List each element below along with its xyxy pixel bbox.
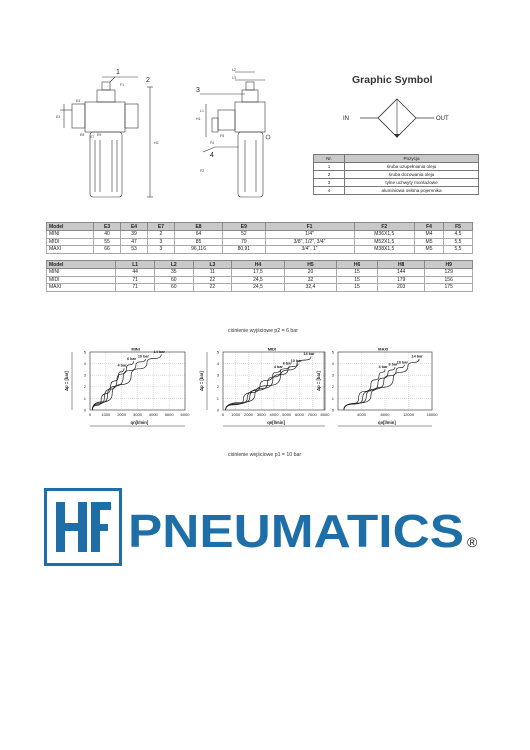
legend-cell: tylne uchwyty montażowe: [345, 179, 479, 187]
y-tick-label: 4: [83, 361, 86, 366]
column-header: H8: [377, 261, 425, 269]
side-view: [200, 72, 270, 197]
x-tick-label: 7000: [307, 412, 317, 417]
table-cell: M52X1,5: [354, 238, 415, 246]
chart-title: MINI: [131, 346, 140, 352]
dim-e9: E9: [97, 133, 102, 137]
series-label-6-bar: 6 bar: [388, 362, 398, 367]
y-tick-label: 5: [331, 349, 334, 355]
y-tick-label: 0: [331, 407, 334, 413]
table-cell: 79: [223, 238, 265, 246]
y-tick-label: 2: [216, 384, 219, 390]
table-cell: 156: [425, 276, 473, 284]
dim-l2: L2: [232, 68, 236, 72]
column-header: F1: [265, 223, 354, 231]
table-cell: 39: [121, 231, 148, 239]
table-row: [47, 246, 473, 254]
table-cell: 3: [147, 238, 174, 246]
table-row: [314, 163, 479, 171]
table-cell: 64: [174, 231, 222, 239]
x-tick-label: 6000: [180, 412, 190, 417]
dim-f5: F5: [220, 134, 225, 138]
legend-cell: aluminiowa osłona pojemnika: [345, 187, 479, 195]
series-label-6-bar: 6 bar: [127, 356, 137, 361]
table-row: [314, 171, 479, 179]
dim-e3: E3: [56, 115, 61, 119]
series-label-14-bar: 14 bar: [303, 352, 315, 357]
dim-e7: E7: [90, 135, 95, 139]
table-cell: 32,4: [284, 284, 337, 292]
table-cell: MINI: [47, 231, 94, 239]
column-header: E9: [223, 223, 265, 231]
table-cell: 55: [94, 238, 121, 246]
table-cell: 22: [193, 284, 232, 292]
legend-header-nr: Nr.: [314, 155, 345, 163]
x-tick-label: 0: [221, 412, 225, 417]
table-cell: 15: [337, 284, 378, 292]
table-cell: 20: [284, 269, 337, 277]
table-cell: 71: [116, 284, 155, 292]
dim-h2: H2: [154, 141, 159, 145]
graphic-symbol: [340, 96, 470, 146]
table-cell: 15: [337, 269, 378, 277]
table-cell: 24,5: [232, 276, 285, 284]
x-tick-label: 3000: [133, 412, 142, 417]
x-tick-label: 3000: [256, 412, 266, 417]
legend-header-row: [314, 155, 479, 163]
column-header: Model: [47, 223, 94, 231]
table-cell: 22: [193, 276, 232, 284]
table-cell: 32: [284, 276, 337, 284]
table-cell: 2: [147, 231, 174, 239]
table-cell: 60: [154, 276, 193, 284]
table-cell: 60: [154, 284, 193, 292]
technical-drawing: [40, 62, 280, 202]
table-cell: 96,116: [174, 246, 222, 254]
column-header: H4: [232, 261, 285, 269]
input-pressure-caption: ciśnienie wejściowe p1 = 10 bar: [228, 452, 302, 458]
table-cell: M36X1,5: [354, 231, 415, 239]
y-tick-label: 0: [216, 407, 219, 413]
y-tick-label: 1: [83, 395, 86, 401]
parts-legend-table: [313, 154, 479, 195]
table-cell: M5: [415, 238, 444, 246]
dim-l3: L3: [232, 76, 236, 80]
flow-chart-maxi: [312, 344, 442, 434]
table-cell: 47: [121, 238, 148, 246]
table-cell: 1/4": [265, 231, 354, 239]
table-cell: 175: [425, 284, 473, 292]
column-header: F2: [354, 223, 415, 231]
x-tick-label: 8000: [320, 412, 330, 417]
y-tick-label: 3: [83, 372, 86, 378]
table-cell: 17,5: [232, 269, 285, 277]
table-cell: 71: [116, 276, 155, 284]
series-label-10-bar: 10 bar: [137, 354, 150, 359]
x-tick-label: 2000: [117, 412, 127, 417]
table-cell: MAXI: [47, 246, 94, 254]
y-axis-label: Δp = [bar]: [316, 371, 321, 391]
x-tick-label: 8000: [380, 412, 390, 417]
callout-1: 1: [116, 69, 120, 76]
x-axis-label: qn[l/min]: [378, 420, 396, 425]
table-cell: 5,5: [444, 238, 473, 246]
y-tick-label: 2: [83, 384, 86, 390]
graphic-symbol-title: Graphic Symbol: [352, 74, 433, 86]
table-cell: 24,5: [232, 284, 285, 292]
series-label-6-bar: 6 bar: [282, 361, 292, 366]
table-cell: 40: [94, 231, 121, 239]
y-tick-label: 3: [216, 372, 219, 378]
column-header: L3: [193, 261, 232, 269]
table-cell: 203: [377, 284, 425, 292]
dim-f1: F1: [120, 83, 125, 87]
table-cell: 53: [121, 246, 148, 254]
table-row: [47, 238, 473, 246]
series-label-14-bar: 14 bar: [153, 349, 165, 354]
registered-mark: ®: [467, 534, 478, 550]
legend-cell: 4: [314, 187, 345, 195]
table-row: [47, 276, 473, 284]
table-cell: 4,5: [444, 231, 473, 239]
y-tick-label: 4: [331, 361, 334, 366]
y-tick-label: 3: [331, 372, 334, 378]
series-label-10-bar: 10 bar: [396, 360, 408, 365]
legend-header-position: Pozycja: [345, 155, 479, 163]
column-header: E7: [147, 223, 174, 231]
y-axis-label: Δp = [bar]: [199, 371, 204, 391]
column-header: F5: [444, 223, 473, 231]
x-tick-label: 4000: [148, 412, 158, 417]
column-header: E4: [121, 223, 148, 231]
column-header: E8: [174, 223, 222, 231]
y-tick-label: 5: [83, 349, 86, 355]
x-tick-label: 16000: [426, 412, 438, 417]
dimension-table-e-f: [46, 222, 473, 254]
dim-h1: H1: [196, 117, 201, 121]
dim-e4: E4: [76, 99, 81, 103]
series-label-10-bar: 10 bar: [290, 359, 302, 364]
callout-2: 2: [146, 77, 150, 84]
table-cell: 179: [377, 276, 425, 284]
chart-title: MIDI: [267, 346, 277, 352]
table-cell: M5: [415, 246, 444, 254]
legend-cell: śruba uzupełniania oleju: [345, 163, 479, 171]
table-cell: MINI: [47, 269, 116, 277]
table-cell: 3: [147, 246, 174, 254]
column-header: Model: [47, 261, 116, 269]
table-cell: 11: [193, 269, 232, 277]
hf-mark: [56, 502, 111, 552]
x-tick-label: 4000: [269, 412, 279, 417]
table-cell: MAXI: [47, 284, 116, 292]
legend-cell: 1: [314, 163, 345, 171]
column-header: L1: [116, 261, 155, 269]
x-tick-label: 5000: [164, 412, 174, 417]
table-cell: 3/8", 1/2", 3/4": [265, 238, 354, 246]
dimension-table-l-h: [46, 260, 473, 292]
callout-4: 4: [210, 152, 214, 159]
brand-name: PNEUMATICS: [128, 505, 464, 557]
table-row: [47, 284, 473, 292]
dim-f4: F4: [210, 141, 215, 145]
hf-pneumatics-logo: [44, 488, 484, 568]
table-cell: 80,91: [223, 246, 265, 254]
table-cell: 3/4", 1": [265, 246, 354, 254]
table-row: [314, 187, 479, 195]
x-tick-label: 6000: [295, 412, 304, 417]
chart-title: MAXI: [378, 346, 389, 352]
legend-cell: śruba dozowania oleju: [345, 171, 479, 179]
y-tick-label: 1: [216, 395, 219, 401]
series-line-14-bar: [92, 354, 161, 410]
x-tick-label: 2000: [244, 412, 253, 417]
table-header-row: [47, 261, 473, 269]
x-tick-label: 12000: [402, 412, 415, 417]
column-header: E3: [94, 223, 121, 231]
y-tick-label: 2: [331, 384, 334, 390]
table-cell: 5,5: [444, 246, 473, 254]
column-header: H6: [337, 261, 378, 269]
y-tick-label: 1: [331, 395, 334, 401]
series-label-4-bar: 4 bar: [273, 364, 283, 369]
column-header: H9: [425, 261, 473, 269]
x-tick-label: 5000: [282, 412, 292, 417]
x-axis-label: qn[l/min]: [130, 420, 149, 425]
table-cell: 52: [223, 231, 265, 239]
series-label-4-bar: 4 bar: [378, 364, 388, 369]
dim-e8: E8: [80, 133, 85, 137]
column-header: F4: [415, 223, 444, 231]
dim-l1: L1: [200, 109, 204, 113]
output-pressure-caption: ciśnienie wyjściowe p2 = 6 bar: [228, 328, 298, 334]
table-row: [47, 231, 473, 239]
y-tick-label: 5: [216, 349, 219, 355]
x-tick-label: 4000: [357, 412, 366, 417]
y-tick-label: 4: [216, 361, 219, 366]
table-cell: 85: [174, 238, 222, 246]
column-header: L2: [154, 261, 193, 269]
table-cell: 129: [425, 269, 473, 277]
front-view: [60, 77, 153, 197]
y-axis-label: Δp = [bar]: [64, 371, 69, 391]
series-label-4-bar: 4 bar: [117, 363, 127, 368]
symbol-in-label: IN: [343, 116, 349, 122]
flow-chart-mini: [60, 344, 195, 434]
series-label-14-bar: 14 bar: [411, 354, 423, 359]
x-axis-label: qn[l/min]: [267, 420, 285, 425]
table-row: [314, 179, 479, 187]
legend-cell: 2: [314, 171, 345, 179]
table-cell: M4: [415, 231, 444, 239]
table-cell: 66: [94, 246, 121, 254]
dim-f2: F2: [200, 169, 205, 173]
table-cell: 144: [377, 269, 425, 277]
x-tick-label: 0: [88, 412, 92, 417]
x-tick-label: 1000: [231, 412, 241, 417]
table-cell: 35: [154, 269, 193, 277]
table-cell: 15: [337, 276, 378, 284]
symbol-out-label: OUT: [436, 116, 449, 122]
series-line-6-bar: [92, 361, 133, 410]
table-header-row: [47, 223, 473, 231]
table-cell: MIDI: [47, 276, 116, 284]
x-tick-label: 1000: [101, 412, 111, 417]
table-cell: M38X1,5: [354, 246, 415, 254]
table-row: [47, 269, 473, 277]
column-header: H5: [284, 261, 337, 269]
y-tick-label: 0: [83, 407, 86, 413]
table-cell: MIDI: [47, 238, 94, 246]
legend-cell: 3: [314, 179, 345, 187]
callout-3: 3: [196, 87, 200, 94]
table-cell: 44: [116, 269, 155, 277]
